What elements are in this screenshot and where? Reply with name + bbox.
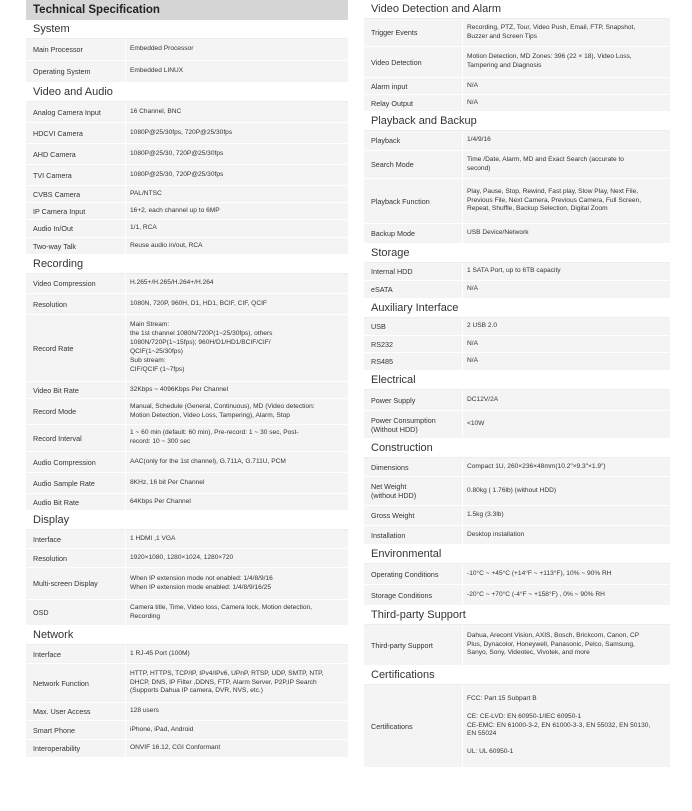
spec-row	[26, 274, 348, 294]
spec-label: CVBS Camera	[26, 186, 125, 202]
spec-label: Relay Output	[364, 95, 462, 111]
spec-label: HDCVI Camera	[26, 123, 125, 143]
spec-label: Interface	[26, 645, 125, 663]
spec-row	[26, 61, 348, 83]
spec-label: Operating System	[26, 61, 125, 82]
spec-value: Embedded Processor	[125, 39, 348, 60]
spec-label: Playback Function	[364, 179, 462, 223]
spec-label: USB	[364, 318, 462, 335]
spec-row	[26, 315, 348, 382]
spec-value: 8KHz, 16 bit Per Channel	[125, 473, 348, 493]
spec-value: 1080P@25/30, 720P@25/30fps	[125, 144, 348, 164]
spec-label: Analog Camera Input	[26, 102, 125, 122]
spec-value: iPhone, iPad, Android	[125, 721, 348, 739]
spec-row	[26, 600, 348, 626]
spec-value: 1080P@25/30, 720P@25/30fps	[125, 165, 348, 185]
spec-row	[364, 263, 670, 281]
spec-row	[364, 318, 670, 336]
section-heading-environmental: Environmental	[364, 545, 670, 564]
spec-value: 1 HDMI ,1 VGA	[125, 530, 348, 548]
section-heading-network: Network	[26, 626, 348, 645]
spec-label: Dimensions	[364, 458, 462, 476]
spec-row	[26, 473, 348, 494]
spec-value: Reuse audio in/out, RCA	[125, 238, 348, 254]
spec-value: 16 Channel, BNC	[125, 102, 348, 122]
spec-value: 1920×1080, 1280×1024, 1280×720	[125, 549, 348, 567]
spec-value: 0.80kg ( 1.76lb) (without HDD)	[462, 477, 670, 505]
spec-label: Audio In/Out	[26, 220, 125, 237]
spec-label: eSATA	[364, 281, 462, 298]
spec-row	[26, 238, 348, 255]
spec-value: 16+2, each channel up to 6MP	[125, 203, 348, 219]
spec-value: HTTP, HTTPS, TCP/IP, IPv4/IPv6, UPnP, RTSP, UDP, SMTP, NTP, DHCP, DNS, IP Filter ,DDNS, FTP, Alarm Server, P2P,IP Search (Supports Dahua IP camera, DVR, NVS, etc.)	[125, 664, 348, 702]
spec-label: Alarm input	[364, 78, 462, 94]
spec-row	[364, 458, 670, 477]
spec-value: Play, Pause, Stop, Rewind, Fast play, Slow Play, Next File, Previous File, Next Camera, Previous Camera, Full Screen, Repeat, Shuffle, Backup Selection, Digital Zoom	[462, 179, 670, 223]
spec-label: Network Function	[26, 664, 125, 702]
spec-row	[26, 703, 348, 721]
spec-value: 1080N, 720P, 960H, D1, HD1, BCIF, CIF, QCIF	[125, 294, 348, 314]
spec-row	[364, 390, 670, 411]
spec-value: Time /Date, Alarm, MD and Exact Search (accurate to second)	[462, 151, 670, 178]
spec-row	[364, 151, 670, 179]
section-heading-system: System	[26, 20, 348, 39]
section-heading-auxiliary-interface: Auxiliary Interface	[364, 299, 670, 318]
spec-row	[26, 494, 348, 511]
spec-row	[26, 645, 348, 664]
spec-value: 64Kbps Per Channel	[125, 494, 348, 510]
spec-label: Backup Mode	[364, 224, 462, 243]
spec-row	[26, 102, 348, 123]
spec-value: N/A	[462, 353, 670, 370]
spec-label: Gross Weight	[364, 506, 462, 525]
spec-value: 1080P@25/30fps, 720P@25/30fps	[125, 123, 348, 143]
spec-row	[364, 47, 670, 78]
spec-row	[364, 19, 670, 47]
spec-value: ONVIF 16.12, CGI Conformant	[125, 740, 348, 757]
spec-label: Storage Conditions	[364, 585, 462, 605]
spec-label: Playback	[364, 131, 462, 150]
spec-row	[364, 131, 670, 151]
spec-row	[364, 625, 670, 666]
spec-row	[364, 78, 670, 95]
spec-row	[26, 144, 348, 165]
spec-label: Net Weight (without HDD)	[364, 477, 462, 505]
spec-row	[26, 664, 348, 703]
spec-value: N/A	[462, 336, 670, 352]
left-sections	[26, 20, 348, 758]
spec-label: Record Interval	[26, 425, 125, 451]
spec-label: Audio Compression	[26, 452, 125, 472]
spec-row	[364, 179, 670, 224]
spec-value: N/A	[462, 95, 670, 111]
spec-value: Motion Detection, MD Zones: 396 (22 × 18), Video Loss, Tampering and Diagnosis	[462, 47, 670, 77]
section-heading-display: Display	[26, 511, 348, 530]
spec-label: Certifications	[364, 685, 462, 767]
spec-label: Record Mode	[26, 399, 125, 424]
spec-value: USB Device/Network	[462, 224, 670, 243]
spec-label: Resolution	[26, 549, 125, 567]
spec-value: 1/4/9/16	[462, 131, 670, 150]
spec-row	[26, 220, 348, 238]
spec-row	[364, 477, 670, 506]
spec-label: Power Supply	[364, 390, 462, 410]
spec-value: Desktop installation	[462, 526, 670, 544]
left-column	[26, 0, 348, 758]
spec-value: <10W	[462, 411, 670, 438]
spec-row	[364, 685, 670, 768]
spec-label: Resolution	[26, 294, 125, 314]
spec-row	[26, 452, 348, 473]
spec-label: Third-party Support	[364, 625, 462, 665]
spec-row	[26, 203, 348, 220]
spec-value: AAC(only for the 1st channel), G.711A, G.711U, PCM	[125, 452, 348, 472]
spec-label: Video Detection	[364, 47, 462, 77]
spec-row	[26, 721, 348, 740]
spec-value: H.265+/H.265/H.264+/H.264	[125, 274, 348, 293]
spec-value: When IP extension mode not enabled: 1/4/8/9/16 When IP extension mode enabled: 1/4/8/9/16/25	[125, 568, 348, 599]
section-heading-certifications: Certifications	[364, 666, 670, 685]
spec-value: 1 ~ 60 min (default: 60 min), Pre-record: 1 ~ 30 sec, Post- record: 10 ~ 300 sec	[125, 425, 348, 451]
spec-row	[26, 549, 348, 568]
spec-value: 1 SATA Port, up to 6TB capacity	[462, 263, 670, 280]
spec-value: Main Stream: the 1st channel 1080N/720P(1~25/30fps), others 1080N/720P(1~15fps); 960H/D1/HD1/BCIF/CIF/ QCIF(1~25/30fps) Sub stream: CIF/QCIF (1~7fps)	[125, 315, 348, 381]
spec-value: Dahua, Arecont Vision, AXIS, Bosch, Brickcom, Canon, CP Plus, Dynacolor, Honeywell, Panasonic, Pelco, Samsung, Sanyo, Sony, Videotec, Vivotek, and more	[462, 625, 670, 665]
spec-value: N/A	[462, 281, 670, 298]
spec-label: OSD	[26, 600, 125, 625]
spec-row	[26, 530, 348, 549]
spec-value: 1 RJ-45 Port (100M)	[125, 645, 348, 663]
spec-label: Main Processor	[26, 39, 125, 60]
spec-label: Two-way Talk	[26, 238, 125, 254]
spec-label: Power Consumption (Without HDD)	[364, 411, 462, 438]
spec-label: Audio Bit Rate	[26, 494, 125, 510]
spec-value: Recording, PTZ, Tour, Video Push, Email, FTP, Snapshot, Buzzer and Screen Tips	[462, 19, 670, 46]
spec-row	[26, 186, 348, 203]
spec-value: Manual, Schedule (General, Continuous), MD (Video detection: Motion Detection, Video Loss, Tampering), Alarm, Stop	[125, 399, 348, 424]
spec-value: Compact 1U, 260×236×48mm(10.2"×9.3"×1.9")	[462, 458, 670, 476]
spec-row	[364, 224, 670, 244]
spec-row	[364, 585, 670, 606]
spec-value: 1/1, RCA	[125, 220, 348, 237]
spec-label: RS232	[364, 336, 462, 352]
spec-row	[26, 294, 348, 315]
spec-value: 2 USB 2.0	[462, 318, 670, 335]
section-heading-construction: Construction	[364, 439, 670, 458]
section-heading-video-and-audio: Video and Audio	[26, 83, 348, 102]
spec-value: N/A	[462, 78, 670, 94]
spec-row	[26, 382, 348, 399]
spec-row	[26, 740, 348, 758]
spec-label: Interoperability	[26, 740, 125, 757]
spec-row	[364, 564, 670, 585]
spec-value: FCC: Part 15 Subpart B CE: CE-LVD: EN 60950-1/IEC 60950-1 CE-EMC: EN 61000-3-2, EN 61000-3-3, EN 55032, EN 50130, EN 55024 UL: UL 60950-1	[462, 685, 670, 767]
spec-label: Max. User Access	[26, 703, 125, 720]
spec-row	[364, 95, 670, 112]
spec-label: Trigger Events	[364, 19, 462, 46]
spec-label: Internal HDD	[364, 263, 462, 280]
spec-value: DC12V/2A	[462, 390, 670, 410]
spec-row	[26, 568, 348, 600]
spec-title: Technical Specification	[26, 0, 348, 20]
spec-row	[26, 399, 348, 425]
spec-label: Search Mode	[364, 151, 462, 178]
spec-value: 32Kbps ~ 4096Kbps Per Channel	[125, 382, 348, 398]
spec-label: RS485	[364, 353, 462, 370]
spec-row	[26, 123, 348, 144]
spec-row	[364, 506, 670, 526]
spec-label: IP Camera Input	[26, 203, 125, 219]
spec-value: PAL/NTSC	[125, 186, 348, 202]
spec-value: Embedded LINUX	[125, 61, 348, 82]
spec-row	[364, 336, 670, 353]
spec-row	[364, 411, 670, 439]
spec-label: Multi-screen Display	[26, 568, 125, 599]
spec-row	[364, 353, 670, 371]
spec-label: TVI Camera	[26, 165, 125, 185]
spec-label: Smart Phone	[26, 721, 125, 739]
section-heading-electrical: Electrical	[364, 371, 670, 390]
spec-value: Camera title, Time, Video loss, Camera lock, Motion detection, Recording	[125, 600, 348, 625]
section-heading-third-party-support: Third-party Support	[364, 606, 670, 625]
spec-value: -10°C ~ +45°C (+14°F ~ +113°F), 10% ~ 90% RH	[462, 564, 670, 584]
right-column	[364, 0, 670, 768]
spec-label: Video Compression	[26, 274, 125, 293]
spec-label: Interface	[26, 530, 125, 548]
spec-label: Record Rate	[26, 315, 125, 381]
spec-label: Operating Conditions	[364, 564, 462, 584]
spec-row	[364, 526, 670, 545]
spec-label: Audio Sample Rate	[26, 473, 125, 493]
spec-row	[26, 39, 348, 61]
spec-row	[26, 165, 348, 186]
spec-row	[364, 281, 670, 299]
spec-label: AHD Camera	[26, 144, 125, 164]
right-sections	[364, 0, 670, 768]
section-heading-playback-and-backup: Playback and Backup	[364, 112, 670, 131]
section-heading-recording: Recording	[26, 255, 348, 274]
section-heading-video-detection-and-alarm: Video Detection and Alarm	[364, 0, 670, 19]
section-heading-storage: Storage	[364, 244, 670, 263]
spec-value: 1.5kg (3.3lb)	[462, 506, 670, 525]
spec-row	[26, 425, 348, 452]
spec-label: Video Bit Rate	[26, 382, 125, 398]
spec-value: -20°C ~ +70°C (-4°F ~ +158°F) , 0% ~ 90% RH	[462, 585, 670, 605]
spec-label: Installation	[364, 526, 462, 544]
spec-value: 128 users	[125, 703, 348, 720]
